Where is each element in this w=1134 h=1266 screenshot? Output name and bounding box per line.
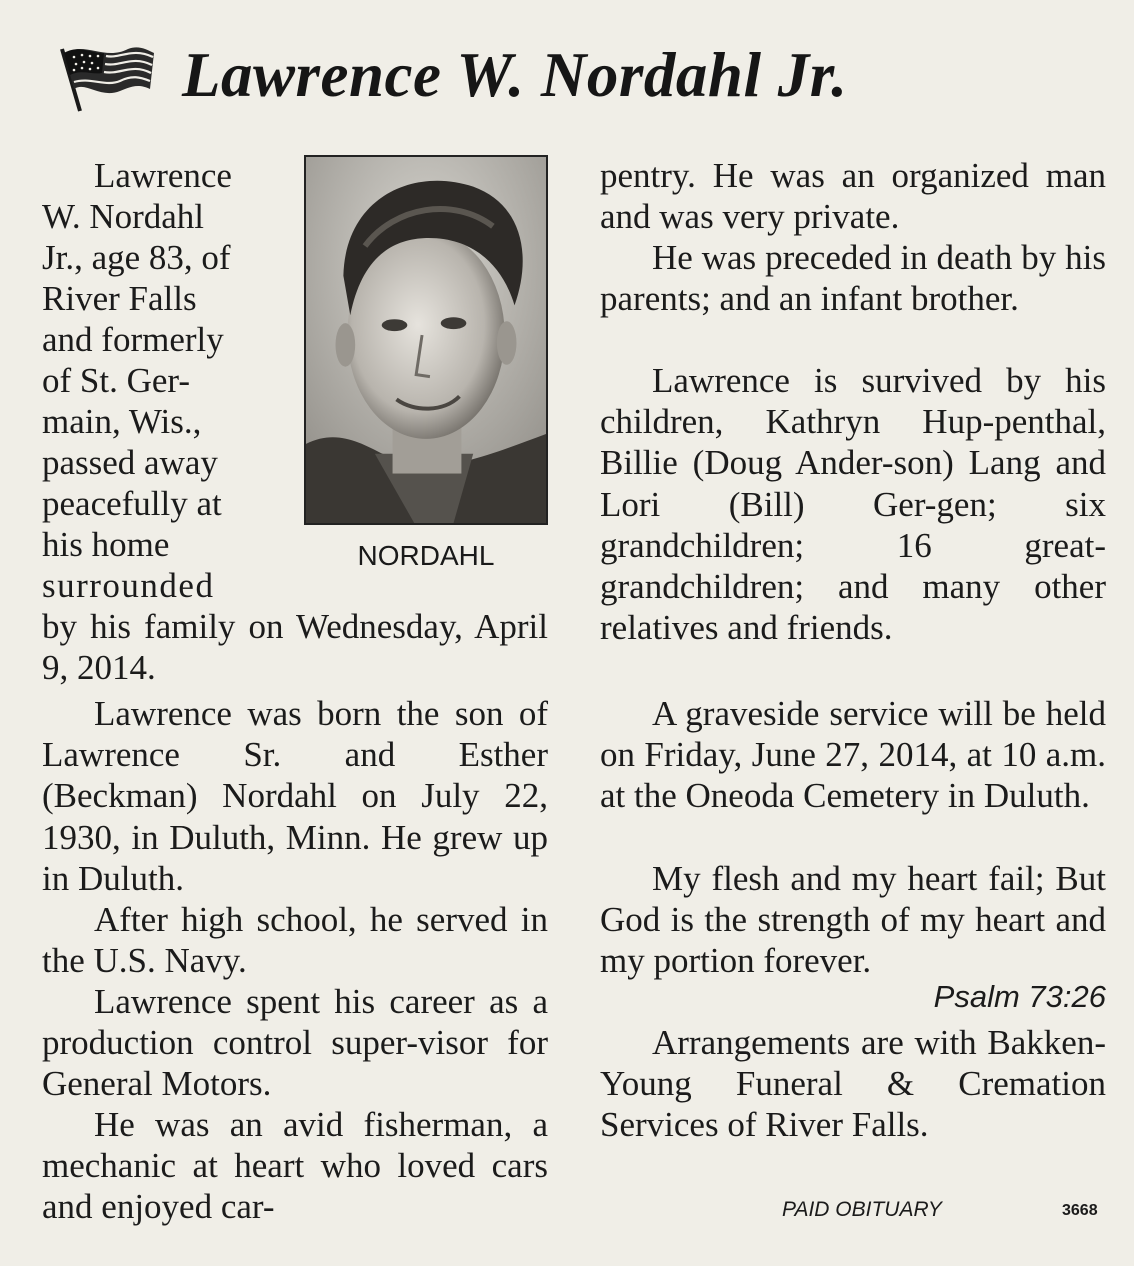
wrap-line: his home bbox=[42, 525, 170, 564]
wrap-line: River Falls bbox=[42, 279, 197, 318]
wrap-line: Jr., age 83, of bbox=[42, 238, 231, 277]
portrait-image bbox=[306, 157, 546, 523]
portrait-photo bbox=[304, 155, 548, 525]
verse-paragraph: My flesh and my heart fail; But God is the strength of my heart and my portion forever. bbox=[600, 859, 1106, 981]
hobbies-paragraph: He was an avid fisherman, a mechanic at heart who loved cars and enjoyed car- bbox=[42, 1105, 548, 1227]
career-paragraph: Lawrence spent his career as a production control super-visor for General Motors. bbox=[42, 982, 548, 1104]
obituary-header bbox=[50, 30, 1090, 120]
carpentry-paragraph: pentry. He was an organized man and was very private. bbox=[600, 156, 1106, 237]
wrap-line: main, Wis., bbox=[42, 402, 202, 441]
wrap-line: surrounded bbox=[42, 566, 215, 605]
photo-caption: NORDAHL bbox=[357, 540, 495, 571]
american-flag-icon bbox=[50, 35, 160, 115]
psalm-citation: Psalm 73:26 bbox=[933, 979, 1106, 1014]
wrap-line: and formerly bbox=[42, 320, 224, 359]
navy-paragraph: After high school, he served in the U.S. Navy. bbox=[42, 900, 548, 981]
wrap-line: passed away bbox=[42, 443, 218, 482]
service-paragraph: A graveside service will be held on Friday, June 27, 2014, at 10 a.m. at the Oneoda Cemetery in Duluth. bbox=[600, 694, 1106, 816]
wrap-paragraph-tail: by his family on Wednesday, April 9, 2014. bbox=[42, 607, 548, 688]
survived-paragraph: Lawrence is survived by his children, Kathryn Hup-penthal, Billie (Doug Ander-son) Lang and Lori (Bill) Ger-gen; six grandchildren; 16 great-grandchildren; and many other relatives and friends. bbox=[600, 361, 1106, 648]
wrap-line: W. Nordahl bbox=[42, 197, 205, 236]
obituary-title: Lawrence W. Nordahl Jr. bbox=[182, 39, 848, 110]
birth-paragraph: Lawrence was born the son of Lawrence Sr. and Esther (Beckman) Nordahl on July 22, 1930, in Duluth, Minn. He grew up in Duluth. bbox=[42, 694, 548, 898]
arrangements-paragraph: Arrangements are with Bakken-Young Funeral & Cremation Services of River Falls. bbox=[600, 1023, 1106, 1145]
wrap-line: Lawrence bbox=[94, 156, 232, 195]
wrap-line: peacefully at bbox=[42, 484, 222, 523]
preceded-paragraph: He was preceded in death by his parents; and an infant brother. bbox=[600, 238, 1106, 319]
paid-obituary-label: PAID OBITUARY bbox=[782, 1198, 942, 1221]
wrap-line: of St. Ger- bbox=[42, 361, 191, 400]
ad-number: 3668 bbox=[1062, 1202, 1098, 1219]
